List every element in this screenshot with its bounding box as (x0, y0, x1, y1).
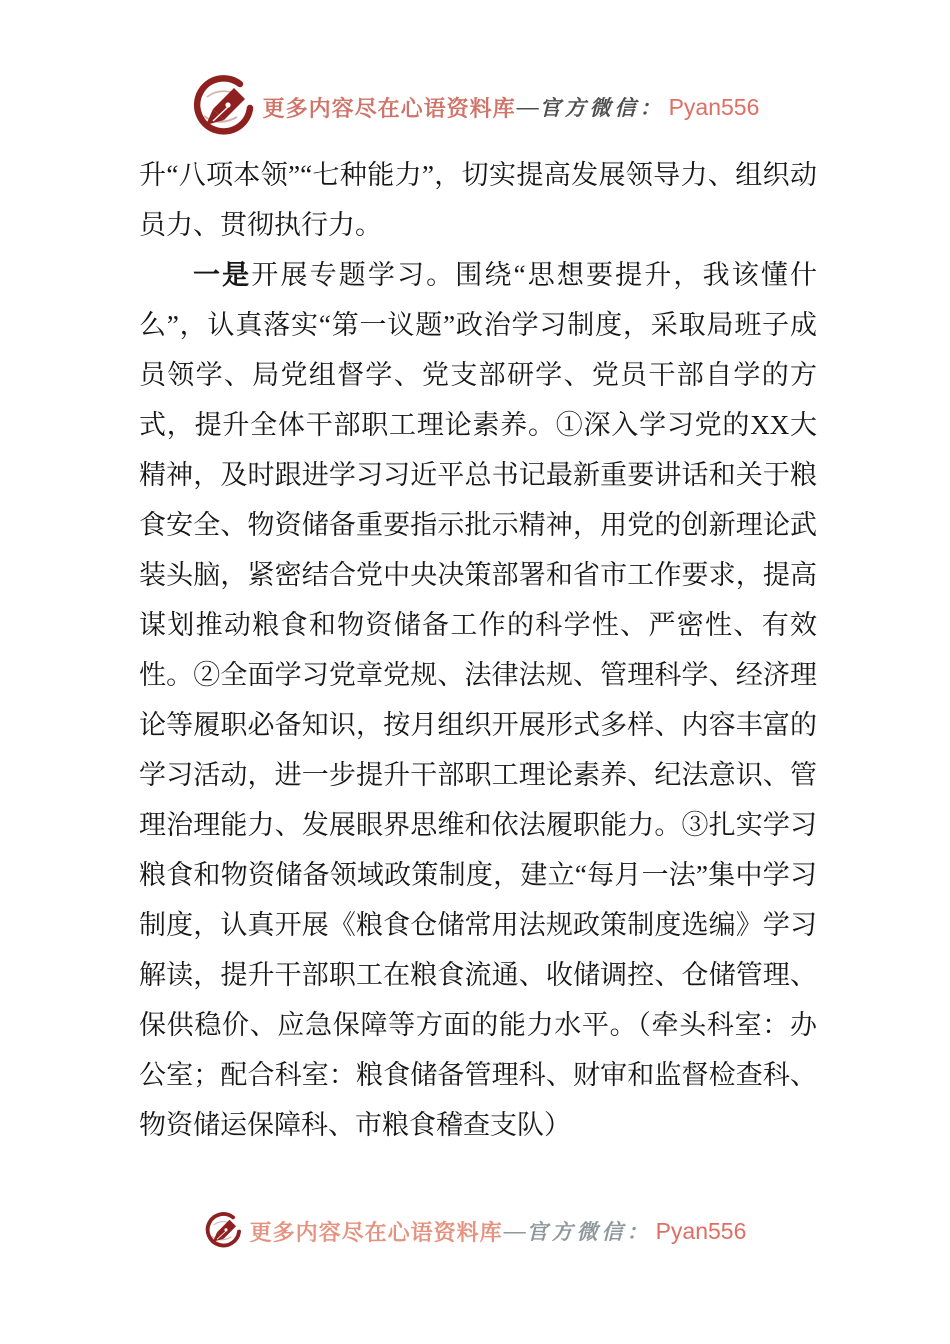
footer-watermark (0, 1205, 950, 1257)
banner-dash: — (516, 94, 539, 119)
document-body (139, 150, 817, 1150)
paragraph-text: 开展专题学习。围绕“思想要提升，我该懂什么”，认真落实“第一议题”政治学习制度，采取局班子成员领学、局党组督学、党支部研学、党员干部自学的方式，提升全体干部职工理论素养。①深入学习党的XX大精神，及时跟进学习习近平总书记最新重要讲话和关于粮食安全、物资储备重要指示批示精神，用党的创新理论武装头脑，紧密结合党中央决策部署和省市工作要求，提高谋划推动粮食和物资储备工作的科学性、严密性、有效性。②全面学习党章党规、法律法规、管理科学、经济理论等履职必备知识，按月组织开展形式多样、内容丰富的学习活动，进一步提升干部职工理论素养、纪法意识、管理治理能力、发展眼界思维和依法履职能力。③扎实学习粮食和物资储备领域政策制度，建立“每月一法”集中学习制度，认真开展《粮食仓储常用法规政策制度选编》学习解读，提升干部职工在粮食流通、收储调控、仓储管理、保供稳价、应急保障等方面的能力水平。（牵头科室：办公室；配合科室：粮食储备管理科、财审和监督检查科、物资储运保障科、市粮食稽查支队） (139, 260, 818, 1140)
banner-wechat-id: Pyan556 (668, 93, 760, 120)
paragraph-lead-bold: 一是 (193, 260, 252, 290)
paragraph-text: 升“八项本领”“七种能力”，切实提高发展领导力、组织动员力、贯彻执行力。 (139, 160, 817, 240)
header-watermark (0, 72, 950, 142)
banner-dash: — (503, 1218, 526, 1243)
pen-nib-circle-icon (204, 1212, 242, 1250)
banner-brand-text: 更多内容尽在心语资料库 (262, 95, 516, 121)
paragraph-item-one (139, 250, 817, 1150)
banner-brand-text: 更多内容尽在心语资料库 (249, 1219, 503, 1245)
banner-wechat-label: 官方微信： (526, 1220, 652, 1244)
banner-wechat-id: Pyan556 (655, 1217, 747, 1244)
pen-nib-circle-icon (191, 75, 255, 139)
paragraph-continuation (139, 150, 817, 250)
banner-wechat-label: 官方微信： (539, 96, 665, 120)
